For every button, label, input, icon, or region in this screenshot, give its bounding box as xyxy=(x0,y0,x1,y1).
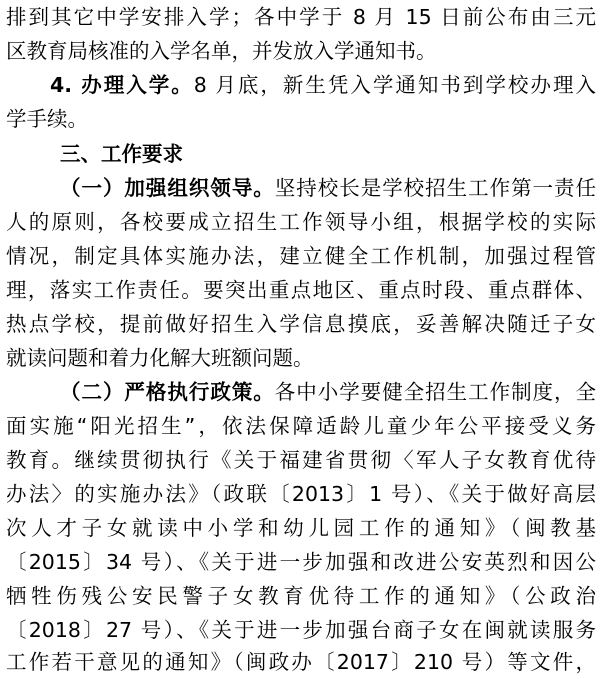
line-text: 次人才子女就读中小学和幼儿园工作的通知》（闽教基 xyxy=(6,516,596,540)
paragraph-line xyxy=(6,205,596,239)
paragraph-line xyxy=(6,477,596,511)
section-heading: （二）严格执行政策。 xyxy=(60,380,275,404)
section-title xyxy=(60,137,596,171)
paragraph-line xyxy=(6,409,596,443)
paragraph-line xyxy=(6,645,596,679)
line-text: 教育。继续贯彻执行《关于福建省贯彻〈军人子女教育优待 xyxy=(6,448,596,472)
paragraph-line xyxy=(6,273,596,307)
section-heading: （一）加强组织领导。 xyxy=(60,176,275,200)
line-text: 情况，制定具体实施办法，建立健全工作机制，加强过程管 xyxy=(6,244,596,268)
line-text: 排到其它中学安排入学；各中学于 8 月 15 日前公布由三元 xyxy=(6,5,596,29)
paragraph-line xyxy=(6,443,596,477)
line-text: 坚持校长是学校招生工作第一责任 xyxy=(274,176,596,200)
paragraph-line xyxy=(6,613,596,647)
line-text: 区教育局核准的入学名单，并发放入学通知书。 xyxy=(6,39,437,63)
line-text: 〔2018〕27 号）、《关于进一步加强台商子女在闽就读服务 xyxy=(6,618,596,642)
line-text: 学手续。 xyxy=(6,107,88,131)
paragraph-line xyxy=(6,307,596,341)
line-text: 牺牲伤残公安民警子女教育优待工作的通知》（公政治 xyxy=(6,584,596,608)
section-heading: 4. 办理入学。 xyxy=(50,73,194,97)
line-text: 各中小学要健全招生工作制度，全 xyxy=(274,380,596,404)
line-text: 8 月底，新生凭入学通知书到学校办理入 xyxy=(193,73,596,97)
line-text: 办法〉的实施办法》（政联〔2013〕1 号）、《关于做好高层 xyxy=(6,482,596,506)
paragraph-line xyxy=(6,102,596,136)
paragraph-line xyxy=(6,579,596,613)
paragraph-line xyxy=(60,375,596,409)
paragraph-line xyxy=(6,34,596,68)
line-text: 〔2015〕34 号）、《关于进一步加强和改进公安英烈和因公 xyxy=(6,550,596,574)
paragraph-line xyxy=(6,239,596,273)
line-text: 人的原则，各校要成立招生工作领导小组，根据学校的实际 xyxy=(6,210,596,234)
paragraph-line xyxy=(60,171,596,205)
section-heading: 三、工作要求 xyxy=(60,142,183,166)
paragraph-line xyxy=(6,545,596,579)
paragraph-line xyxy=(6,341,596,375)
line-text: 工作若干意见的通知》（闽政办〔2017〕210 号）等文件， xyxy=(6,650,596,674)
line-text: 热点学校，提前做好招生入学信息摸底，妥善解决随迁子女 xyxy=(6,312,596,336)
line-text: 就读问题和着力化解大班额问题。 xyxy=(6,346,314,370)
paragraph-line xyxy=(50,68,596,102)
line-text: 面实施“阳光招生”，依法保障适龄儿童少年公平接受义务 xyxy=(6,414,596,438)
paragraph-line xyxy=(6,0,596,34)
paragraph-line xyxy=(6,511,596,545)
line-text: 理，落实工作责任。要突出重点地区、重点时段、重点群体、 xyxy=(6,278,596,302)
